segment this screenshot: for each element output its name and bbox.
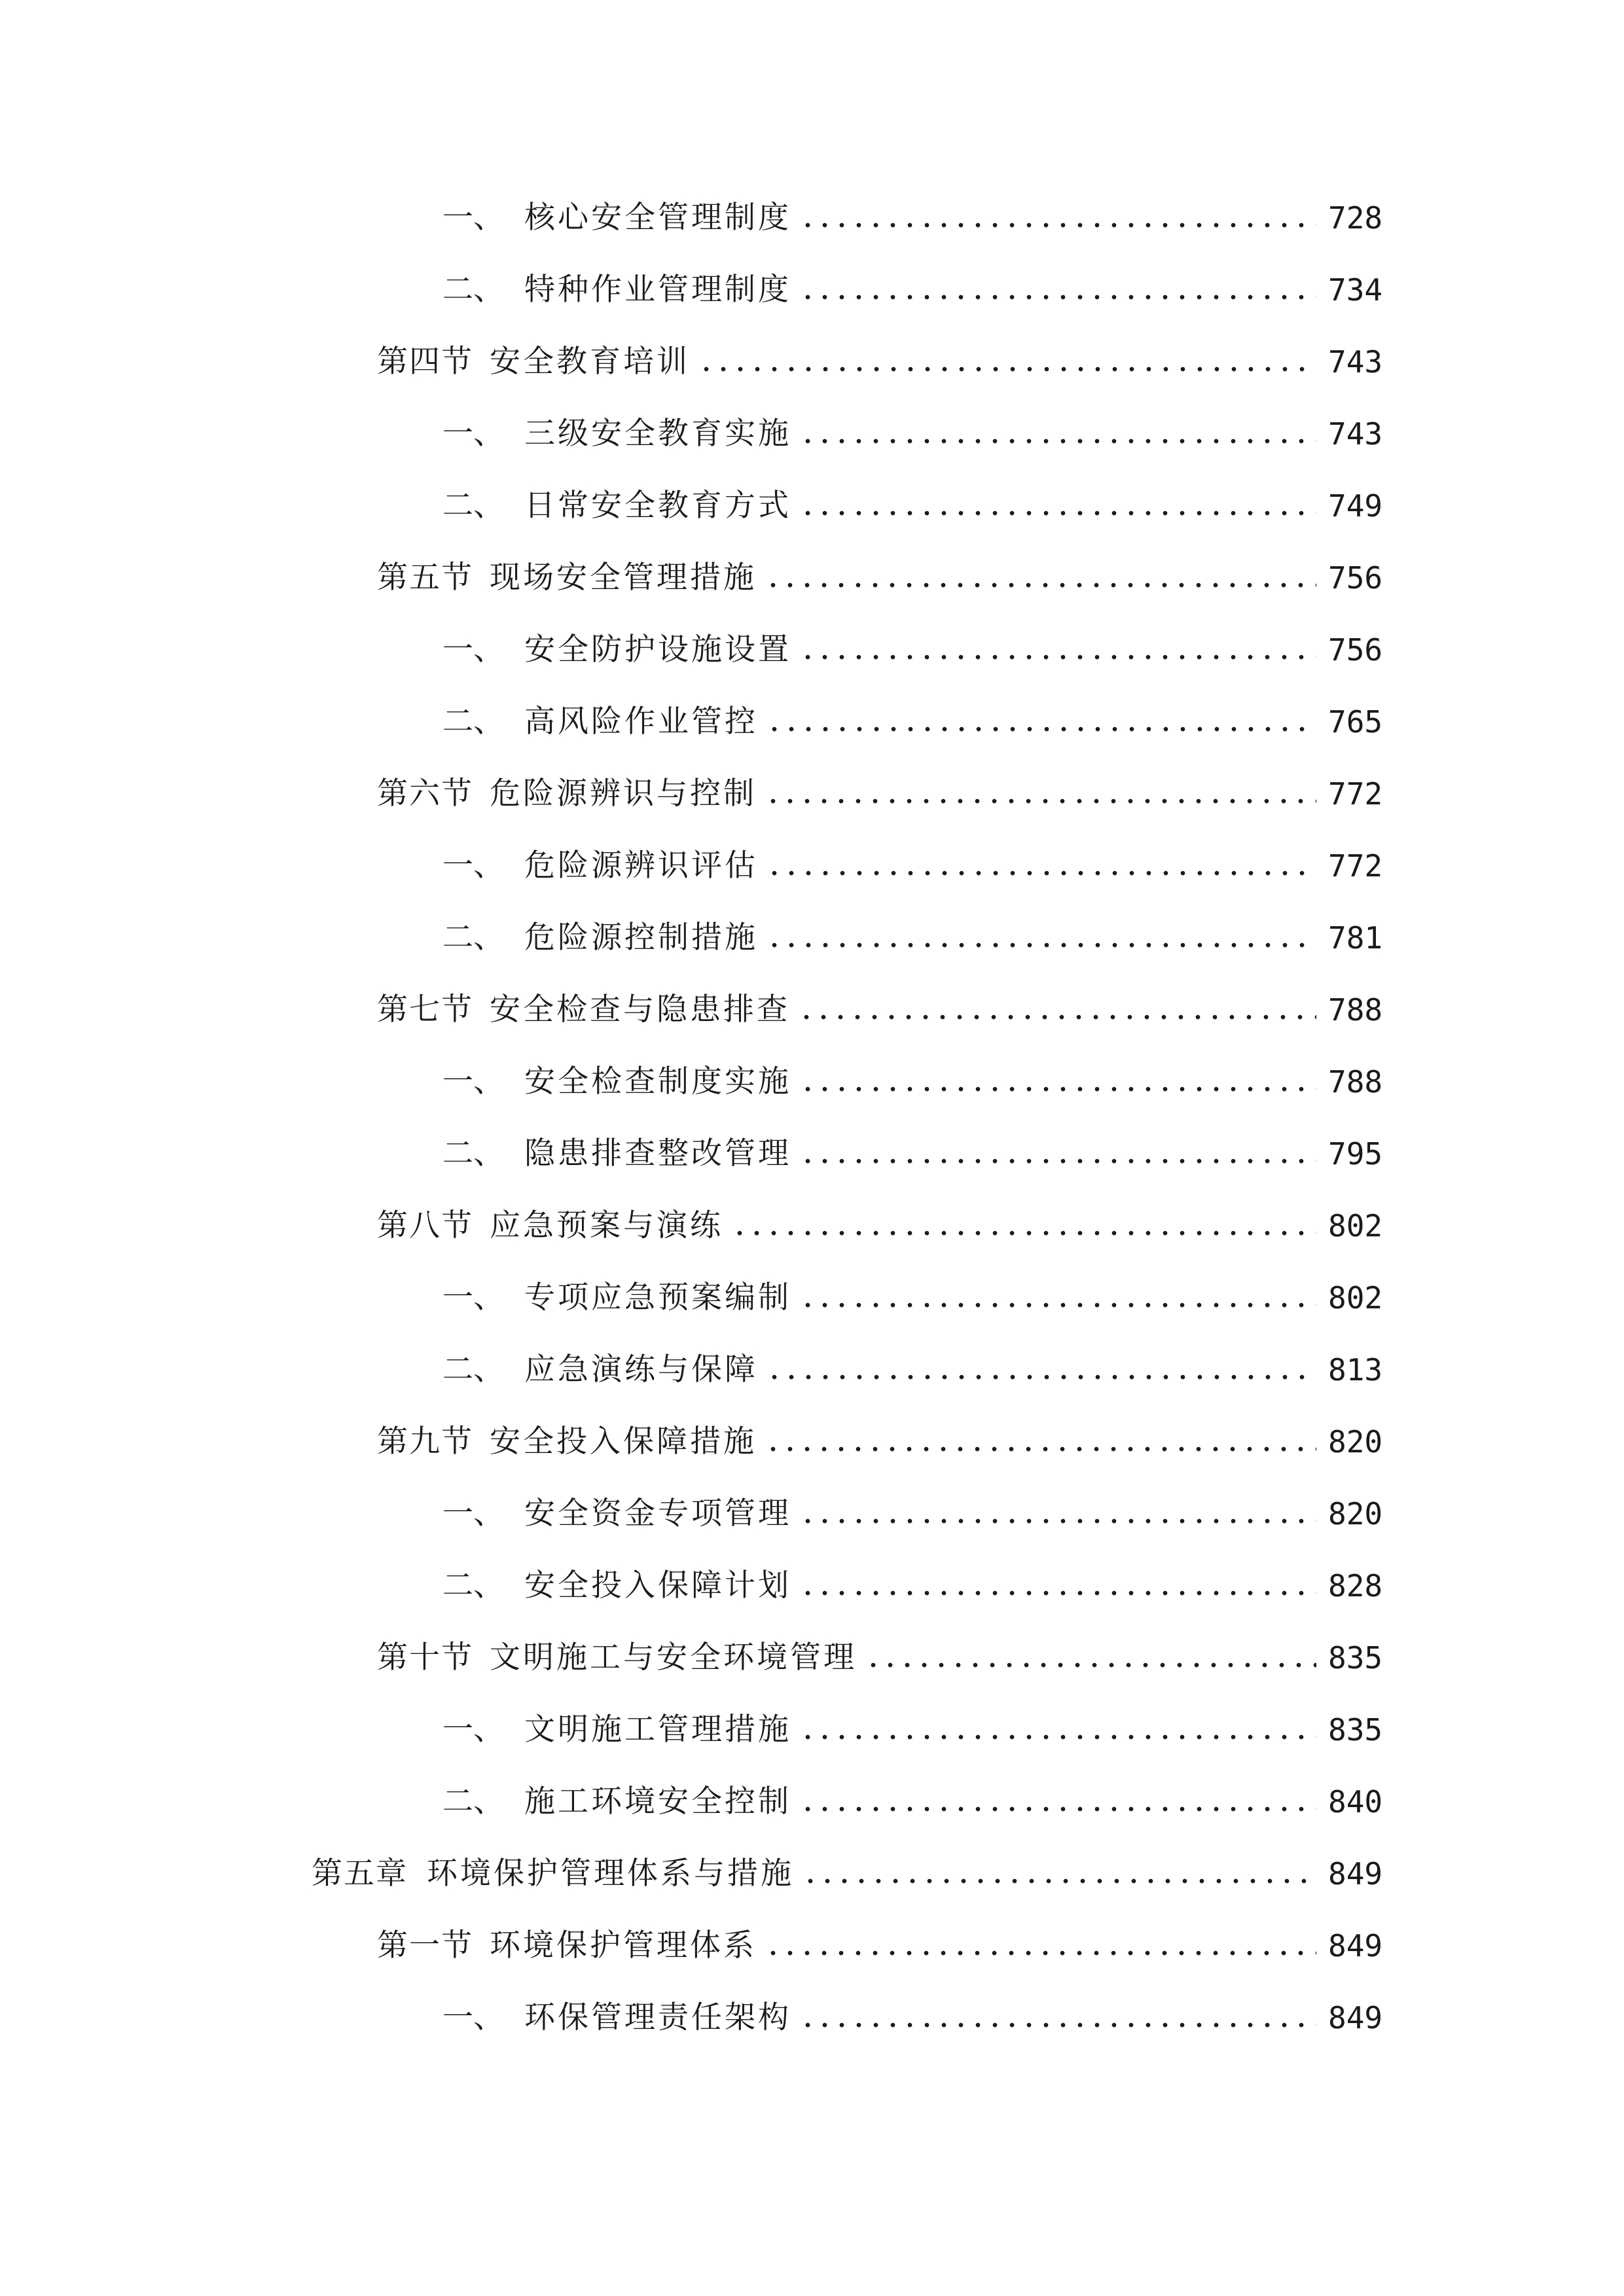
- dot-leader: [799, 222, 1316, 228]
- dot-leader: [802, 1878, 1316, 1884]
- toc-entry[interactable]: [377, 336, 1383, 388]
- dot-leader: [731, 1230, 1316, 1236]
- toc-entry[interactable]: [312, 1848, 1383, 1900]
- toc-entry-number: 二、: [442, 920, 504, 956]
- toc-entry-number: 第七节: [377, 992, 473, 1028]
- toc-entry-page: 840: [1328, 1784, 1383, 1820]
- dot-leader: [799, 1086, 1316, 1092]
- toc-entry[interactable]: [442, 1344, 1383, 1396]
- toc-entry-page: 772: [1328, 848, 1383, 884]
- toc-entry-number: 一、: [442, 200, 504, 236]
- toc-entry[interactable]: [377, 552, 1383, 604]
- dot-leader: [799, 1158, 1316, 1164]
- toc-entry-title: 核心安全管理制度: [524, 200, 791, 236]
- dot-leader: [799, 1734, 1316, 1740]
- toc-entry[interactable]: [442, 1272, 1383, 1324]
- toc-entry-number: 第五章: [312, 1856, 408, 1892]
- toc-entry-number: 一、: [442, 416, 504, 452]
- toc-entry[interactable]: [442, 1704, 1383, 1756]
- dot-leader: [765, 798, 1316, 804]
- dot-leader: [799, 2022, 1316, 2028]
- toc-entry-number: 一、: [442, 1496, 504, 1532]
- toc-entry-number: 一、: [442, 1712, 504, 1748]
- dot-leader: [799, 1590, 1316, 1596]
- toc-entry-number: 一、: [442, 632, 504, 668]
- toc-entry-number: 二、: [442, 1352, 504, 1388]
- toc-entry-title: 现场安全管理措施: [490, 560, 757, 596]
- dot-leader: [799, 294, 1316, 300]
- toc-entry-page: 734: [1328, 272, 1383, 308]
- toc-entry-title: 安全资金专项管理: [524, 1496, 791, 1532]
- toc-entry-number: 一、: [442, 1064, 504, 1100]
- toc-entry-page: 828: [1328, 1568, 1383, 1604]
- dot-leader: [765, 1446, 1316, 1452]
- toc-entry[interactable]: [442, 912, 1383, 964]
- toc-entry-title: 安全检查与隐患排查: [490, 992, 790, 1028]
- toc-entry-number: 一、: [442, 2000, 504, 2036]
- toc-entry-title: 特种作业管理制度: [524, 272, 791, 308]
- dot-leader: [765, 1950, 1316, 1956]
- toc-entry-title: 三级安全教育实施: [524, 416, 791, 452]
- toc-entry-page: 765: [1328, 704, 1383, 740]
- dot-leader: [798, 1014, 1316, 1020]
- toc-entry-number: 一、: [442, 848, 504, 884]
- toc-entry-number: 二、: [442, 488, 504, 524]
- toc-entry[interactable]: [377, 984, 1383, 1036]
- toc-entry-number: 二、: [442, 1136, 504, 1172]
- toc-entry-number: 第五节: [377, 560, 473, 596]
- toc-entry[interactable]: [442, 1128, 1383, 1180]
- toc-entry[interactable]: [442, 1056, 1383, 1108]
- toc-entry-page: 835: [1328, 1712, 1383, 1748]
- dot-leader: [765, 582, 1316, 588]
- toc-entry-number: 第六节: [377, 776, 473, 812]
- toc-entry-number: 二、: [442, 1784, 504, 1820]
- toc-entry-title: 危险源辨识与控制: [490, 776, 757, 812]
- toc-entry-title: 应急演练与保障: [524, 1352, 758, 1388]
- toc-entry-page: 756: [1328, 632, 1383, 668]
- toc-entry[interactable]: [442, 480, 1383, 532]
- toc-entry-title: 安全投入保障计划: [524, 1568, 791, 1604]
- toc-entry-page: 788: [1328, 992, 1383, 1028]
- toc-entry[interactable]: [442, 696, 1383, 748]
- toc-entry[interactable]: [442, 624, 1383, 676]
- toc-entry-title: 安全检查制度实施: [524, 1064, 791, 1100]
- toc-entry-page: 813: [1328, 1352, 1383, 1388]
- dot-leader: [799, 1806, 1316, 1812]
- toc-entry-title: 文明施工与安全环境管理: [490, 1640, 857, 1676]
- toc-entry-page: 802: [1328, 1280, 1383, 1316]
- toc-entry-number: 二、: [442, 704, 504, 740]
- toc-entry-number: 第九节: [377, 1424, 473, 1460]
- toc-entry-page: 795: [1328, 1136, 1383, 1172]
- toc-entry-page: 749: [1328, 488, 1383, 524]
- toc-entry-number: 二、: [442, 272, 504, 308]
- toc-entry-page: 743: [1328, 344, 1383, 380]
- toc-entry-page: 788: [1328, 1064, 1383, 1100]
- toc-entry-title: 环境保护管理体系: [490, 1928, 757, 1964]
- toc-entry[interactable]: [442, 840, 1383, 892]
- toc-entry-title: 危险源辨识评估: [524, 848, 758, 884]
- dot-leader: [799, 510, 1316, 516]
- toc-entry-page: 849: [1328, 1928, 1383, 1964]
- toc-entry-title: 隐患排查整改管理: [524, 1136, 791, 1172]
- toc-entry-title: 安全投入保障措施: [490, 1424, 757, 1460]
- toc-entry-title: 应急预案与演练: [490, 1208, 723, 1244]
- toc-entry[interactable]: [442, 1488, 1383, 1540]
- toc-entry-page: 743: [1328, 416, 1383, 452]
- toc-entry-title: 文明施工管理措施: [524, 1712, 791, 1748]
- toc-entry-page: 820: [1328, 1424, 1383, 1460]
- dot-leader: [766, 1374, 1316, 1380]
- toc-entry-page: 772: [1328, 776, 1383, 812]
- dot-leader: [766, 726, 1316, 732]
- toc-entry-number: 二、: [442, 1568, 504, 1604]
- toc-entry[interactable]: [377, 1632, 1383, 1684]
- toc-entry-page: 835: [1328, 1640, 1383, 1676]
- toc-entry-title: 安全教育培训: [490, 344, 690, 380]
- dot-leader: [698, 366, 1316, 372]
- toc-entry[interactable]: [442, 1560, 1383, 1612]
- toc-entry[interactable]: [442, 408, 1383, 460]
- toc-entry-page: 849: [1328, 2000, 1383, 2036]
- toc-entry[interactable]: [377, 1920, 1383, 1972]
- toc-entry-page: 802: [1328, 1208, 1383, 1244]
- dot-leader: [766, 942, 1316, 948]
- toc-entry-title: 安全防护设施设置: [524, 632, 791, 668]
- toc-entry-page: 849: [1328, 1856, 1383, 1892]
- dot-leader: [799, 654, 1316, 660]
- toc-entry-number: 第四节: [377, 344, 473, 380]
- dot-leader: [799, 1302, 1316, 1308]
- toc-entry-number: 第十节: [377, 1640, 473, 1676]
- toc-entry-title: 危险源控制措施: [524, 920, 758, 956]
- toc-entry-page: 781: [1328, 920, 1383, 956]
- toc-entry[interactable]: [442, 1992, 1383, 2044]
- toc-entry-title: 环境保护管理体系与措施: [427, 1856, 794, 1892]
- toc-entry[interactable]: [377, 1200, 1383, 1252]
- toc-entry[interactable]: [377, 1416, 1383, 1468]
- toc-entry[interactable]: [442, 192, 1383, 244]
- toc-entry-page: 756: [1328, 560, 1383, 596]
- dot-leader: [865, 1662, 1316, 1668]
- toc-entry[interactable]: [377, 768, 1383, 820]
- dot-leader: [799, 1518, 1316, 1524]
- toc-entry-title: 专项应急预案编制: [524, 1280, 791, 1316]
- toc-entry-number: 第八节: [377, 1208, 473, 1244]
- toc-entry-number: 一、: [442, 1280, 504, 1316]
- toc-entry-title: 环保管理责任架构: [524, 2000, 791, 2036]
- toc-entry-page: 728: [1328, 200, 1383, 236]
- toc-entry-title: 施工环境安全控制: [524, 1784, 791, 1820]
- dot-leader: [766, 870, 1316, 876]
- toc-entry[interactable]: [442, 264, 1383, 316]
- toc-entry-title: 日常安全教育方式: [524, 488, 791, 524]
- toc-entry-number: 第一节: [377, 1928, 473, 1964]
- toc-entry[interactable]: [442, 1776, 1383, 1828]
- dot-leader: [799, 438, 1316, 444]
- toc-entry-page: 820: [1328, 1496, 1383, 1532]
- toc-entry-title: 高风险作业管控: [524, 704, 758, 740]
